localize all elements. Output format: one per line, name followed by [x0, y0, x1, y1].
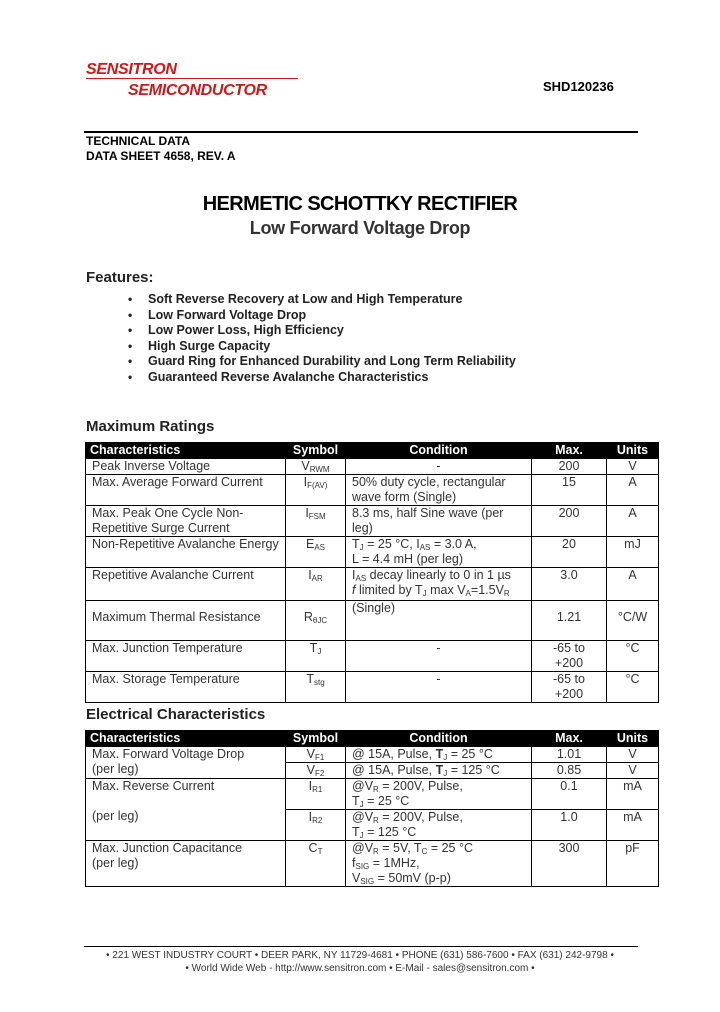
- table-row: Non-Repetitive Avalanche Energy $E_{AS}$ $T_J = 25$ °C, $I_{AS} = 3.0$ A, L = 4.4 mH (per leg) 20 mJ: [86, 537, 659, 568]
- footer-rule: [84, 946, 638, 947]
- col-characteristics: Characteristics: [86, 443, 286, 459]
- features-list: [112, 292, 516, 386]
- table-header-row: [86, 731, 659, 747]
- page-title: HERMETIC SCHOTTKY RECTIFIER: [202, 193, 518, 215]
- table-row: Max. Forward Voltage Drop (per leg) $V_{F1}$ @ 15A, Pulse, $T_J = 25$ °C 1.01 V: [86, 747, 659, 763]
- col-units: Units: [607, 443, 659, 459]
- table-row: Max. Junction Capacitance (per leg) $C_T$ $@V_R = 5V$, $T_C = 25$ °C $f_{SIG} = 1MHz$, $V_{SIG} = 50mV$ (p-p) 300 pF: [86, 841, 659, 887]
- col-condition: Condition: [346, 731, 532, 747]
- data-sheet-revision: DATA SHEET 4658, REV. A: [86, 149, 236, 163]
- technical-data-label: TECHNICAL DATA: [86, 134, 190, 148]
- table-row: Repetitive Avalanche Current $I_{AR}$ $I_{AS}$ decay linearly to 0 in 1 µs f limited by $T_J$ $\max V_A=1.5V_R$ 3.0 A: [86, 568, 659, 601]
- electrical-table: [85, 730, 659, 887]
- logo-semiconductor: SEMICONDUCTOR: [128, 82, 267, 99]
- col-max: Max.: [532, 443, 607, 459]
- technical-data-block: [86, 134, 236, 164]
- feature-item: • Guaranteed Reverse Avalanche Characteristics: [128, 369, 429, 384]
- electrical-heading: Electrical Characteristics: [86, 706, 266, 723]
- col-symbol: Symbol: [286, 443, 346, 459]
- footer-web-email: • World Wide Web - http://www.sensitron.com • E-Mail - sales@sensitron.com •: [185, 963, 535, 974]
- feature-item: • Low Power Loss, High Efficiency: [128, 323, 344, 338]
- features-heading: Features:: [86, 269, 154, 286]
- page-subtitle: Low Forward Voltage Drop: [249, 218, 471, 238]
- table-row: $I_{R2}$ $@V_R = 200V$, Pulse, $T_J = 125$ °C 1.0 mA: [86, 810, 659, 841]
- part-number: SHD120236: [543, 79, 614, 94]
- table-row: Maximum Thermal Resistance $R_{\theta JC}$ (Single) 1.21 °C/W: [86, 601, 659, 641]
- col-condition: Condition: [346, 443, 532, 459]
- footer-address: • 221 WEST INDUSTRY COURT • DEER PARK, NY 11729-4681 • PHONE (631) 586-7600 • FAX (631) 242-9798 •: [106, 950, 614, 961]
- feature-item: • Guard Ring for Enhanced Durability and Long Term Reliability: [128, 354, 516, 369]
- col-symbol: Symbol: [286, 731, 346, 747]
- feature-item: • Low Forward Voltage Drop: [128, 307, 307, 322]
- table-row: Max. Average Forward Current $I_{F(AV)}$ 50% duty cycle, rectangular wave form (Single) 15 A: [86, 475, 659, 506]
- logo-rule: [86, 78, 298, 79]
- table-row: Max. Storage Temperature $T_{stg}$ - -65 to +200 °C: [86, 672, 659, 703]
- header-rule: [84, 131, 638, 133]
- feature-item: • Soft Reverse Recovery at Low and High Temperature: [128, 292, 463, 306]
- logo-sensitron: SENSITRON: [86, 61, 177, 78]
- table-header-row: [86, 443, 659, 459]
- table-row: Max. Junction Temperature $T_J$ - -65 to +200 °C: [86, 641, 659, 672]
- table-row: Max. Peak One Cycle Non-Repetitive Surge Current $I_{FSM}$ 8.3 ms, half Sine wave (per leg) 200 A: [86, 506, 659, 537]
- col-max: Max.: [532, 731, 607, 747]
- max-ratings-table: [85, 442, 659, 703]
- max-ratings-heading: Maximum Ratings: [86, 418, 215, 435]
- feature-item: • High Surge Capacity: [128, 338, 271, 353]
- table-row: Peak Inverse Voltage $V_{RWM}$ - 200 V: [86, 459, 659, 475]
- col-units: Units: [607, 731, 659, 747]
- col-characteristics: Characteristics: [86, 731, 286, 747]
- table-row: $V_{F2}$ @ 15A, Pulse, $T_J = 125$ °C 0.85 V: [86, 763, 659, 779]
- table-row: Max. Reverse Current (per leg) $I_{R1}$ $@V_R = 200V$, Pulse, $T_J = 25$ °C 0.1 mA: [86, 779, 659, 810]
